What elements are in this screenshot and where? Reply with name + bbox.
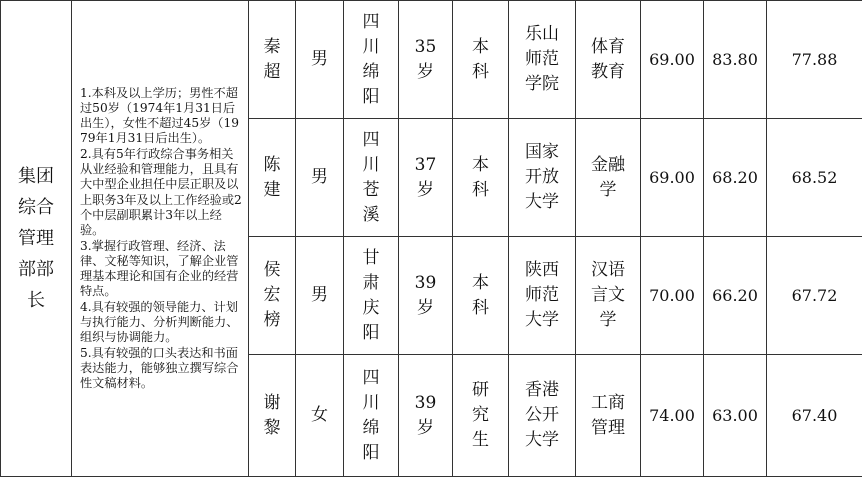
candidate-education: 本科 [471, 35, 491, 85]
score1-cell [641, 237, 704, 355]
candidate-score-3: 68.52 [767, 164, 862, 191]
score1-cell [641, 119, 704, 237]
school-cell [509, 1, 576, 119]
school-cell [509, 355, 576, 477]
school-cell [509, 119, 576, 237]
requirement-item: 4.具有较强的领导能力、计划与执行能力、分析判断能力、组织与协调能力。 [80, 300, 244, 346]
candidate-score-3: 77.88 [767, 46, 862, 73]
candidate-hometown: 四川绵阳 [361, 366, 381, 466]
name-cell [249, 1, 296, 119]
candidate-gender: 男 [296, 165, 343, 190]
candidate-name: 谢黎 [262, 391, 282, 441]
requirements-list [72, 86, 248, 392]
age-cell [399, 1, 453, 119]
candidate-hometown: 甘肃庆阳 [361, 246, 381, 346]
name-cell [249, 237, 296, 355]
candidate-name: 侯宏榜 [262, 258, 282, 333]
education-cell [453, 355, 509, 477]
education-cell [453, 1, 509, 119]
score2-cell [704, 119, 767, 237]
candidate-age: 35岁 [414, 35, 438, 85]
candidate-age: 39岁 [414, 391, 438, 441]
candidate-score-1: 69.00 [641, 164, 703, 191]
major-cell [576, 355, 641, 477]
age-cell [399, 119, 453, 237]
candidate-score-2: 63.00 [704, 402, 766, 429]
candidate-gender: 男 [296, 47, 343, 72]
candidate-name: 秦超 [262, 35, 282, 85]
gender-cell [296, 1, 344, 119]
score1-cell [641, 355, 704, 477]
requirement-item: 2.具有5年行政综合事务相关从业经验和管理能力，且具有大中型企业担任中层正职及以上职务3年及以上工作经验或2个中层副职累计3年以上经验。 [80, 147, 244, 239]
hometown-cell [344, 237, 399, 355]
hometown-cell [344, 119, 399, 237]
candidate-name: 陈建 [262, 153, 282, 203]
candidate-score-1: 69.00 [641, 46, 703, 73]
education-cell [453, 237, 509, 355]
candidate-major: 金融学 [588, 153, 628, 203]
school-cell [509, 237, 576, 355]
candidate-major: 体育教育 [588, 35, 628, 85]
major-cell [576, 119, 641, 237]
candidate-score-2: 83.80 [704, 46, 766, 73]
candidate-school: 香港公开大学 [522, 378, 562, 453]
requirements-cell [72, 1, 249, 477]
score3-cell [767, 1, 862, 119]
candidate-score-2: 68.20 [704, 164, 766, 191]
table-row [1, 1, 862, 119]
candidate-gender: 男 [296, 283, 343, 308]
score1-cell [641, 1, 704, 119]
score3-cell [767, 237, 862, 355]
candidate-score-1: 74.00 [641, 402, 703, 429]
gender-cell [296, 237, 344, 355]
candidate-major: 工商管理 [588, 391, 628, 441]
candidate-school: 国家开放大学 [522, 140, 562, 215]
name-cell [249, 119, 296, 237]
candidate-gender: 女 [296, 403, 343, 428]
candidate-school: 陕西师范大学 [522, 258, 562, 333]
post-name: 集团综合管理部部长 [17, 161, 55, 316]
candidate-age: 39岁 [414, 271, 438, 321]
major-cell [576, 1, 641, 119]
candidate-hometown: 四川苍溪 [361, 128, 381, 228]
candidate-score-3: 67.72 [767, 282, 862, 309]
score2-cell [704, 1, 767, 119]
age-cell [399, 237, 453, 355]
post-cell [1, 1, 72, 477]
candidate-school: 乐山师范学院 [522, 22, 562, 97]
requirement-item: 5.具有较强的口头表达和书面表达能力，能够独立撰写综合性文稿材料。 [80, 346, 244, 392]
score2-cell [704, 355, 767, 477]
candidate-age: 37岁 [414, 153, 438, 203]
age-cell [399, 355, 453, 477]
candidate-education: 本科 [471, 271, 491, 321]
gender-cell [296, 119, 344, 237]
candidate-score-2: 66.20 [704, 282, 766, 309]
score2-cell [704, 237, 767, 355]
candidate-major: 汉语言文学 [588, 258, 628, 333]
hometown-cell [344, 355, 399, 477]
candidate-hometown: 四川绵阳 [361, 10, 381, 110]
candidate-score-1: 70.00 [641, 282, 703, 309]
requirement-item: 1.本科及以上学历；男性不超过50岁（1974年1月31日后出生），女性不超过45岁（1979年1月31日后出生）。 [80, 86, 244, 147]
requirement-item: 3.掌握行政管理、经济、法律、文秘等知识，了解企业管理基本理论和国有企业的经营特点。 [80, 239, 244, 300]
name-cell [249, 355, 296, 477]
education-cell [453, 119, 509, 237]
score3-cell [767, 355, 862, 477]
score3-cell [767, 119, 862, 237]
candidate-education: 本科 [471, 153, 491, 203]
major-cell [576, 237, 641, 355]
candidate-score-3: 67.40 [767, 402, 862, 429]
hometown-cell [344, 1, 399, 119]
candidate-education: 研究生 [471, 378, 491, 453]
gender-cell [296, 355, 344, 477]
